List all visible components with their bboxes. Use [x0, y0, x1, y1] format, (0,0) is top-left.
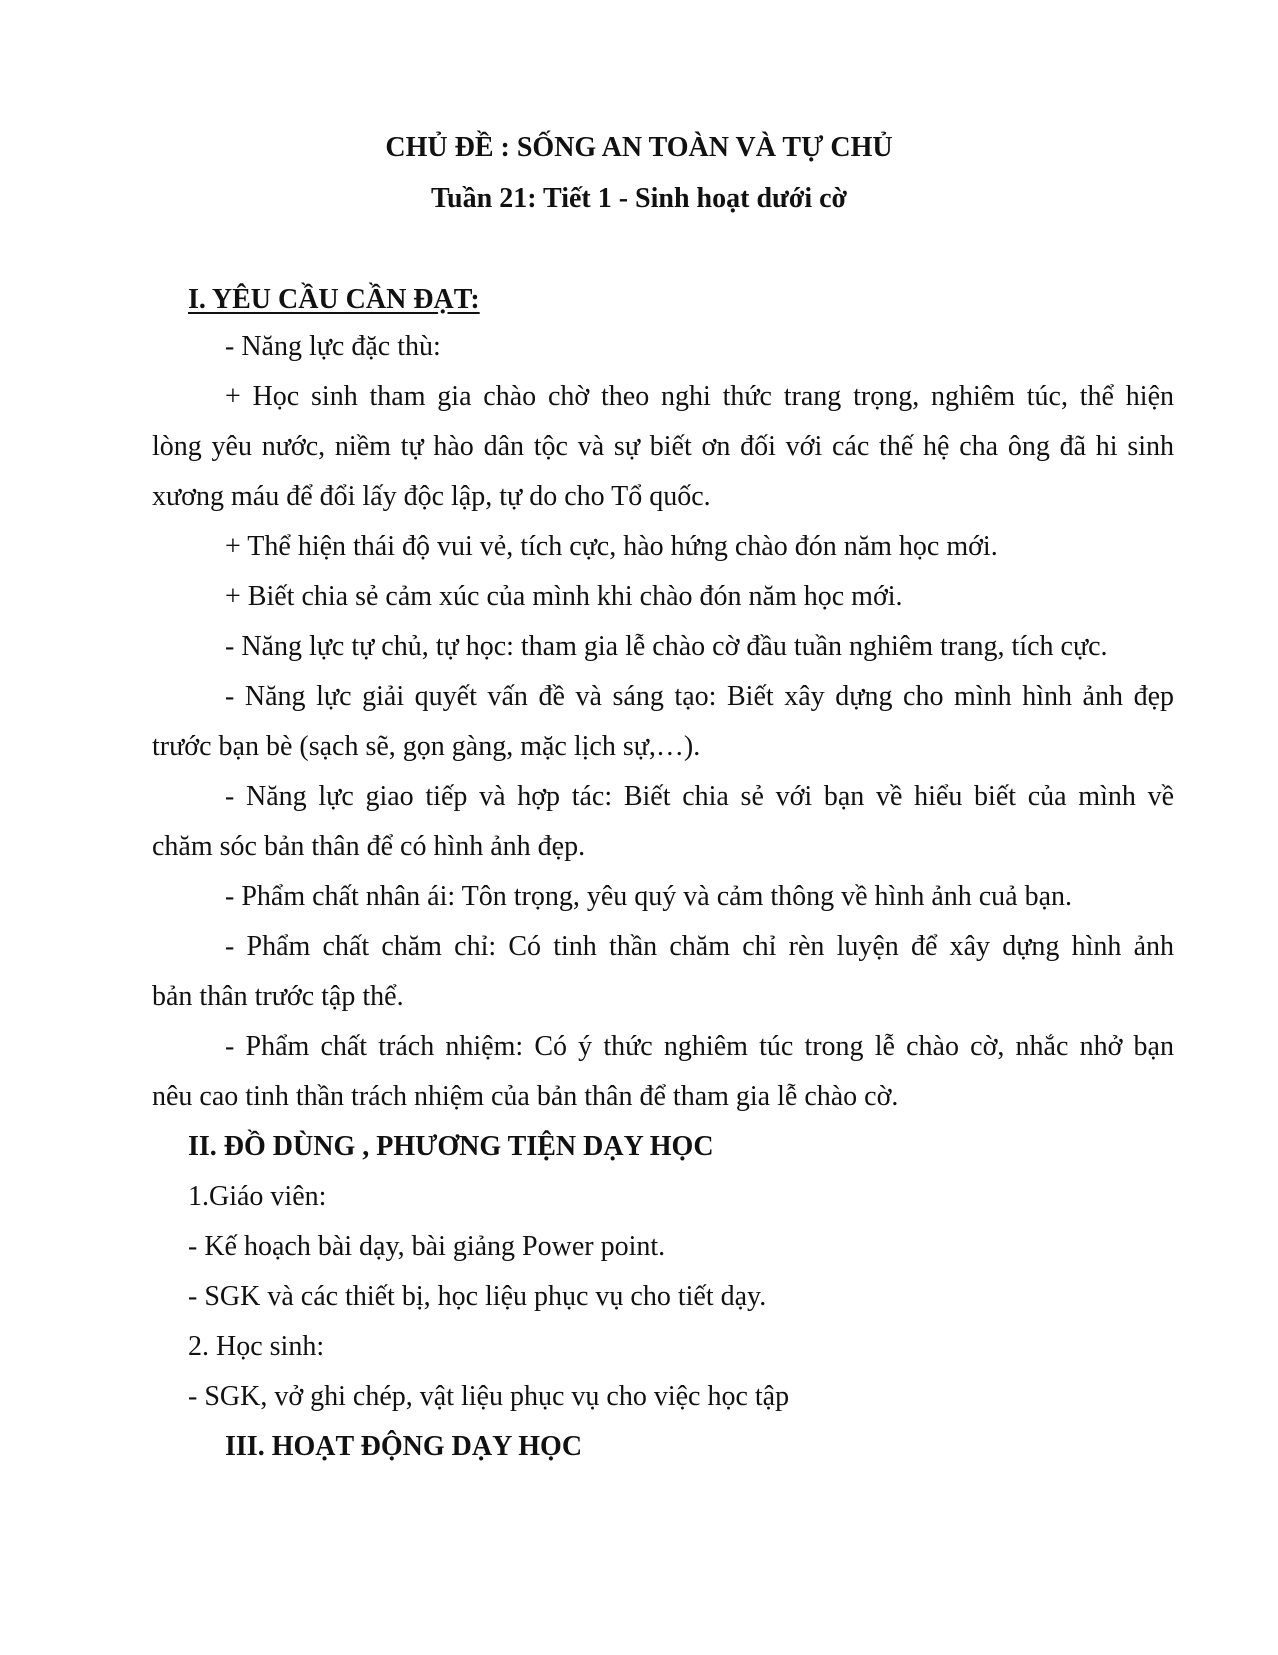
paragraph-line: - Phẩm chất chăm chỉ: Có tinh thần chăm chỉ rèn luyện để xây dựng hình ảnh — [225, 931, 1174, 962]
teacher-label: 1.Giáo viên: — [188, 1181, 327, 1212]
section-3-heading: III. HOẠT ĐỘNG DẠY HỌC — [225, 1431, 583, 1462]
paragraph-line: chăm sóc bản thân để có hình ảnh đẹp. — [152, 831, 586, 862]
list-item: - SGK và các thiết bị, học liệu phục vụ cho tiết dạy. — [188, 1281, 767, 1312]
paragraph-line: + Thể hiện thái độ vui vẻ, tích cực, hào hứng chào đón năm học mới. — [225, 531, 998, 562]
paragraph-line: + Biết chia sẻ cảm xúc của mình khi chào đón năm học mới. — [225, 581, 903, 612]
paragraph-line: nêu cao tinh thần trách nhiệm của bản thân để tham gia lễ chào cờ. — [152, 1081, 899, 1112]
paragraph-line: trước bạn bè (sạch sẽ, gọn gàng, mặc lịch sự,…). — [152, 731, 701, 762]
list-item: - Kế hoạch bài dạy, bài giảng Power point. — [188, 1231, 666, 1262]
section-1-heading: I. YÊU CẦU CẦN ĐẠT: — [188, 284, 480, 315]
paragraph-line: + Học sinh tham gia chào chờ theo nghi thức trang trọng, nghiêm túc, thể hiện — [225, 381, 1174, 412]
paragraph-line: - Năng lực đặc thù: — [225, 331, 441, 362]
paragraph-line: bản thân trước tập thể. — [152, 981, 404, 1012]
section-2-heading: II. ĐỒ DÙNG , PHƯƠNG TIỆN DẠY HỌC — [188, 1131, 714, 1162]
paragraph-line: - Năng lực giao tiếp và hợp tác: Biết chia sẻ với bạn về hiểu biết của mình về — [225, 781, 1174, 812]
paragraph-line: - Năng lực giải quyết vấn đề và sáng tạo: Biết xây dựng cho mình hình ảnh đẹp — [225, 681, 1174, 712]
paragraph-line: xương máu để đổi lấy độc lập, tự do cho Tổ quốc. — [152, 481, 711, 512]
lesson-title: Tuần 21: Tiết 1 - Sinh hoạt dưới cờ — [430, 183, 848, 214]
topic-title: CHỦ ĐỀ : SỐNG AN TOÀN VÀ TỰ CHỦ — [385, 132, 893, 163]
list-item: - SGK, vở ghi chép, vật liệu phục vụ cho việc học tập — [188, 1381, 790, 1412]
paragraph-line: - Phẩm chất trách nhiệm: Có ý thức nghiêm túc trong lễ chào cờ, nhắc nhở bạn — [225, 1031, 1174, 1062]
student-label: 2. Học sinh: — [188, 1331, 325, 1362]
paragraph-line: - Năng lực tự chủ, tự học: tham gia lễ chào cờ đầu tuần nghiêm trang, tích cực. — [225, 631, 1108, 662]
paragraph-line: - Phẩm chất nhân ái: Tôn trọng, yêu quý và cảm thông về hình ảnh cuả bạn. — [225, 881, 1073, 912]
paragraph-line: lòng yêu nước, niềm tự hào dân tộc và sự biết ơn đối với các thế hệ cha ông đã hi sinh — [152, 431, 1174, 462]
